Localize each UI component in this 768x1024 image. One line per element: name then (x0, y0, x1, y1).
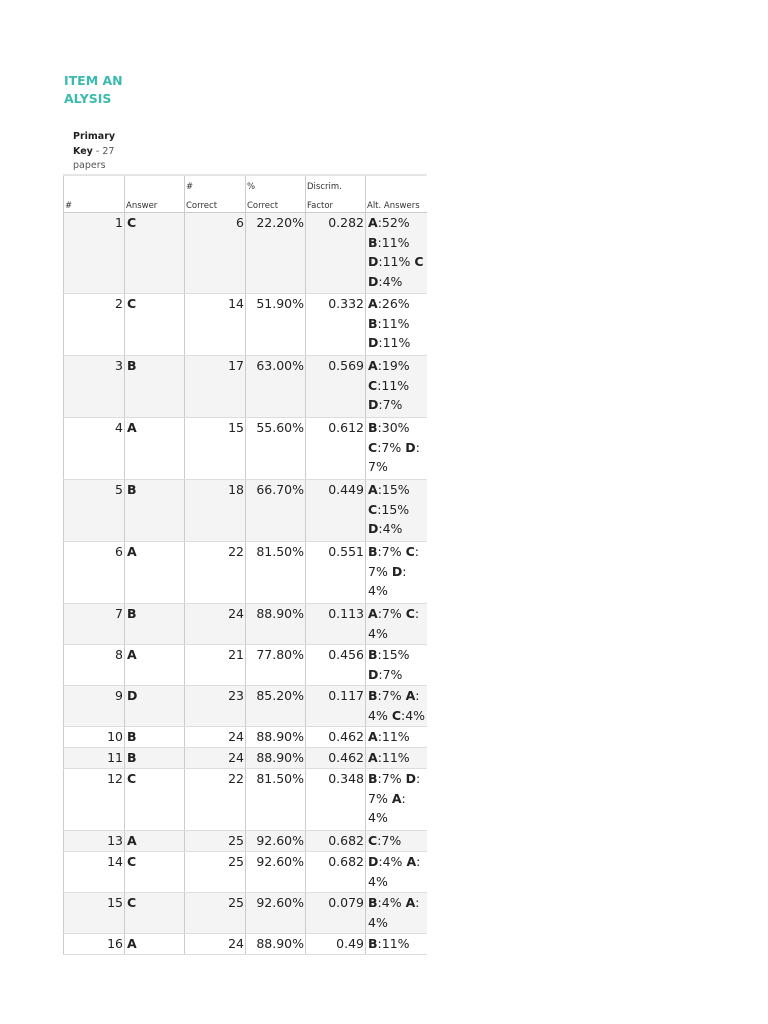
answer-cell: B (125, 356, 185, 418)
alt-answers-cell: B:7% C:7% D:4% (366, 542, 427, 604)
item-number-cell: 15 (64, 893, 125, 934)
pct-correct-cell: 81.50% (246, 769, 306, 831)
col-header-discrim-factor: Discrim. Factor (306, 175, 366, 213)
alt-answer-percent: 4% (368, 583, 388, 598)
alt-answer-letter: B (368, 936, 378, 951)
alt-answer-percent: 4% (405, 707, 426, 723)
alt-answer-percent: 7% (382, 397, 403, 412)
alt-answer-letter: C (368, 501, 378, 517)
discrim-factor-cell: 0.282 (306, 213, 366, 294)
answer-cell: A (125, 934, 185, 955)
alt-answer-letter: D (368, 335, 379, 350)
answer-cell: B (125, 604, 185, 645)
table-row (64, 213, 427, 294)
item-number-cell: 14 (64, 852, 125, 893)
item-number-cell: 13 (64, 831, 125, 852)
discrim-factor-cell: 0.456 (306, 645, 366, 686)
table-row (64, 727, 427, 748)
alt-answer-percent: 7% (381, 771, 402, 786)
num-correct-cell: 25 (185, 893, 246, 934)
discrim-factor-cell: 0.332 (306, 294, 366, 356)
answer-key-info (73, 130, 121, 174)
alt-answer-letter: B (368, 688, 378, 703)
alt-answer-percent: 4% (368, 810, 388, 825)
pct-correct-cell: 92.60% (246, 852, 306, 893)
alt-answer-percent: 11% (382, 335, 411, 350)
table-body (64, 213, 427, 955)
alt-answer-percent: 7% (381, 439, 402, 455)
pct-correct-cell: 81.50% (246, 542, 306, 604)
alt-answer-letter: A (368, 358, 378, 373)
alt-answer-percent: 4% (368, 625, 388, 641)
alt-answers-cell: B:15% D:7% (366, 645, 427, 686)
discrim-factor-cell: 0.569 (306, 356, 366, 418)
alt-answer-percent: 4% (382, 854, 403, 869)
pct-correct-cell: 66.70% (246, 480, 306, 542)
alt-answer-letter: D (368, 854, 379, 869)
alt-answer-letter: A (368, 215, 378, 230)
answer-cell: C (125, 769, 185, 831)
item-number-cell: 1 (64, 213, 125, 294)
col-header-alt-answers: Alt. Answers (366, 175, 427, 213)
alt-answer-letter: B (368, 544, 378, 559)
col-header-pct-correct: % Correct (246, 175, 306, 213)
alt-answer-percent: 7% (368, 563, 388, 579)
item-number-cell: 11 (64, 748, 125, 769)
num-correct-cell: 6 (185, 213, 246, 294)
discrim-factor-cell: 0.49 (306, 934, 366, 955)
item-number-cell: 7 (64, 604, 125, 645)
alt-answer-letter: CD (368, 254, 424, 289)
num-correct-cell: 21 (185, 645, 246, 686)
table-row (64, 686, 427, 727)
alt-answer-letter: A (368, 750, 378, 765)
answer-cell: C (125, 852, 185, 893)
alt-answer-percent: 11% (381, 315, 410, 331)
alt-answer-percent: 11% (381, 936, 410, 951)
num-correct-cell: 25 (185, 831, 246, 852)
col-header-number: # (64, 175, 125, 213)
alt-answer-letter: C (368, 439, 378, 455)
alt-answer-letter: C (368, 377, 378, 393)
paper-count: - 27 papers (73, 145, 115, 171)
answer-cell: A (125, 645, 185, 686)
alt-answer-letter: B (368, 315, 378, 331)
discrim-factor-cell: 0.449 (306, 480, 366, 542)
item-number-cell: 10 (64, 727, 125, 748)
alt-answers-cell: A:11% (366, 748, 427, 769)
alt-answer-letter: C (391, 707, 402, 723)
table-row (64, 604, 427, 645)
alt-answer-percent: 19% (381, 358, 410, 373)
alt-answer-percent: 11% (381, 377, 410, 393)
alt-answer-percent: 7% (368, 459, 388, 474)
alt-answer-letter: D (368, 521, 379, 536)
item-number-cell: 6 (64, 542, 125, 604)
alt-answer-letter: A (405, 895, 416, 910)
alt-answer-letter: A (405, 688, 416, 703)
pct-correct-cell: 88.90% (246, 748, 306, 769)
alt-answer-percent: 15% (381, 482, 410, 497)
alt-answer-percent: 52% (381, 215, 410, 230)
discrim-factor-cell: 0.551 (306, 542, 366, 604)
item-number-cell: 5 (64, 480, 125, 542)
table-row (64, 852, 427, 893)
num-correct-cell: 24 (185, 934, 246, 955)
table-row (64, 542, 427, 604)
alt-answer-percent: 11% (382, 254, 411, 269)
pct-correct-cell: 51.90% (246, 294, 306, 356)
alt-answer-letter: A (368, 296, 378, 311)
discrim-factor-cell: 0.117 (306, 686, 366, 727)
alt-answers-cell: A:11% (366, 727, 427, 748)
num-correct-cell: 24 (185, 727, 246, 748)
item-number-cell: 12 (64, 769, 125, 831)
pct-correct-cell: 88.90% (246, 934, 306, 955)
alt-answer-letter: D (368, 397, 379, 412)
table-row (64, 769, 427, 831)
num-correct-cell: 25 (185, 852, 246, 893)
table-row (64, 294, 427, 356)
alt-answer-percent: 7% (368, 790, 388, 806)
alt-answer-percent: 30% (381, 420, 410, 435)
alt-answers-cell: B:30% C:7% D:7% (366, 418, 427, 480)
alt-answer-percent: 4% (368, 707, 388, 723)
alt-answers-cell: A:19% C:11% D:7% (366, 356, 427, 418)
alt-answers-cell: D:4% A:4% (366, 852, 427, 893)
num-correct-cell: 22 (185, 769, 246, 831)
alt-answer-letter: C (405, 606, 415, 621)
table-row (64, 356, 427, 418)
alt-answer-letter: B (368, 420, 378, 435)
alt-answer-percent: 4% (382, 273, 403, 289)
num-correct-cell: 14 (185, 294, 246, 356)
alt-answer-letter: A (368, 606, 378, 621)
discrim-factor-cell: 0.612 (306, 418, 366, 480)
alt-answer-percent: 15% (381, 647, 410, 662)
discrim-factor-cell: 0.682 (306, 831, 366, 852)
item-number-cell: 4 (64, 418, 125, 480)
alt-answers-cell: B:4% A:4% (366, 893, 427, 934)
alt-answer-letter: D (368, 666, 379, 682)
alt-answer-percent: 11% (381, 750, 410, 765)
item-analysis-table (63, 174, 427, 955)
alt-answer-letter: B (368, 895, 378, 910)
discrim-factor-cell: 0.079 (306, 893, 366, 934)
num-correct-cell: 15 (185, 418, 246, 480)
discrim-factor-cell: 0.682 (306, 852, 366, 893)
table-row (64, 645, 427, 686)
alt-answers-cell: B:11% (366, 934, 427, 955)
discrim-factor-cell: 0.462 (306, 748, 366, 769)
alt-answer-letter: A (391, 790, 402, 806)
answer-cell: A (125, 542, 185, 604)
num-correct-cell: 24 (185, 604, 246, 645)
alt-answer-percent: 26% (381, 296, 410, 311)
alt-answers-cell: C:7% (366, 831, 427, 852)
answer-cell: C (125, 213, 185, 294)
item-number-cell: 2 (64, 294, 125, 356)
alt-answer-letter: C (368, 833, 378, 848)
answer-cell: B (125, 480, 185, 542)
answer-cell: C (125, 893, 185, 934)
alt-answer-percent: 7% (381, 833, 402, 848)
alt-answer-percent: 4% (381, 895, 402, 910)
answer-cell: B (125, 727, 185, 748)
table-header-row (64, 175, 427, 213)
discrim-factor-cell: 0.462 (306, 727, 366, 748)
pct-correct-cell: 92.60% (246, 893, 306, 934)
alt-answer-percent: 4% (368, 914, 388, 930)
answer-cell: A (125, 831, 185, 852)
alt-answer-percent: 11% (381, 234, 410, 250)
page-title: ITEM ANALYSIS (64, 73, 123, 106)
num-correct-cell: 18 (185, 480, 246, 542)
alt-answer-letter: A (368, 482, 378, 497)
pct-correct-cell: 63.00% (246, 356, 306, 418)
alt-answer-letter: A (406, 854, 417, 869)
pct-correct-cell: 85.20% (246, 686, 306, 727)
pct-correct-cell: 92.60% (246, 831, 306, 852)
num-correct-cell: 17 (185, 356, 246, 418)
alt-answer-letter: D (405, 771, 416, 786)
alt-answer-letter: B (368, 234, 378, 250)
alt-answers-cell: B:7% D:7% A:4% (366, 769, 427, 831)
pct-correct-cell: 22.20% (246, 213, 306, 294)
answer-cell: B (125, 748, 185, 769)
alt-answer-percent: 4% (382, 521, 403, 536)
pct-correct-cell: 88.90% (246, 727, 306, 748)
table-row (64, 480, 427, 542)
alt-answers-cell: A:7% C:4% (366, 604, 427, 645)
alt-answer-letter: D (391, 563, 403, 579)
pct-correct-cell: 77.80% (246, 645, 306, 686)
table-row (64, 893, 427, 934)
item-number-cell: 9 (64, 686, 125, 727)
item-number-cell: 8 (64, 645, 125, 686)
alt-answer-percent: 7% (381, 606, 402, 621)
alt-answers-cell: A:15% C:15% D:4% (366, 480, 427, 542)
alt-answer-letter: A (368, 729, 378, 744)
alt-answer-percent: 7% (381, 544, 402, 559)
alt-answer-percent: 15% (381, 501, 410, 517)
alt-answers-cell: A:26% B:11% D:11% (366, 294, 427, 356)
num-correct-cell: 22 (185, 542, 246, 604)
table-row (64, 418, 427, 480)
discrim-factor-cell: 0.348 (306, 769, 366, 831)
alt-answer-letter: D (405, 439, 416, 455)
answer-cell: A (125, 418, 185, 480)
pct-correct-cell: 55.60% (246, 418, 306, 480)
answer-cell: C (125, 294, 185, 356)
num-correct-cell: 23 (185, 686, 246, 727)
alt-answers-cell: A:52% B:11% D:11% CD:4% (366, 213, 427, 294)
discrim-factor-cell: 0.113 (306, 604, 366, 645)
item-number-cell: 16 (64, 934, 125, 955)
table-row (64, 748, 427, 769)
alt-answer-percent: 7% (382, 666, 403, 682)
num-correct-cell: 24 (185, 748, 246, 769)
alt-answer-letter: D (368, 254, 379, 269)
alt-answers-cell: B:7% A:4% C:4% (366, 686, 427, 727)
alt-answer-percent: 4% (368, 873, 388, 889)
alt-answer-letter: B (368, 771, 378, 786)
alt-answer-percent: 7% (381, 688, 402, 703)
table-row (64, 934, 427, 955)
answer-key-label: Primary Key (73, 131, 116, 157)
alt-answer-letter: C (405, 544, 415, 559)
table-row (64, 831, 427, 852)
pct-correct-cell: 88.90% (246, 604, 306, 645)
alt-answer-percent: 11% (381, 729, 410, 744)
col-header-answer: Answer (125, 175, 185, 213)
col-header-num-correct: # Correct (185, 175, 246, 213)
answer-cell: D (125, 686, 185, 727)
alt-answer-letter: B (368, 647, 378, 662)
item-number-cell: 3 (64, 356, 125, 418)
